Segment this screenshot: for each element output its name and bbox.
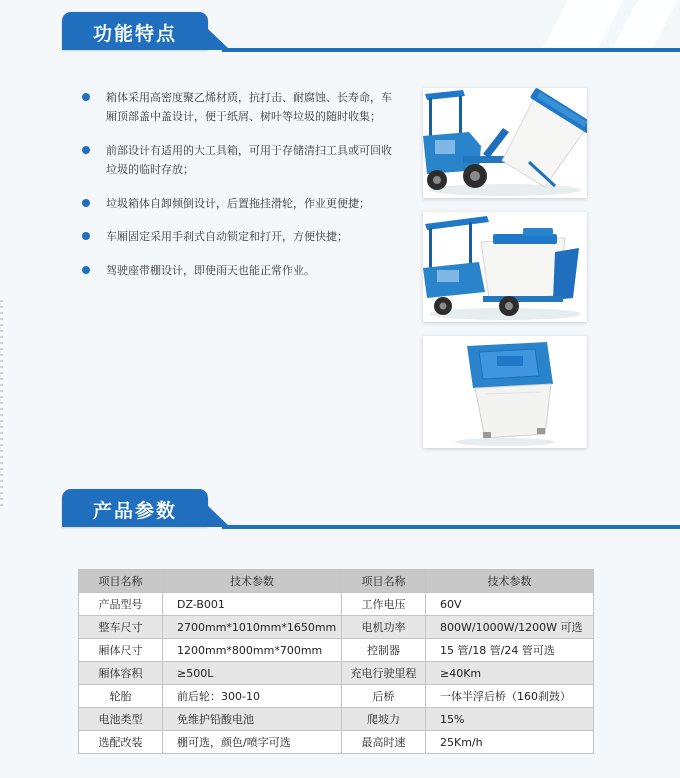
table-row <box>79 639 594 662</box>
param-value: ≥500L <box>163 662 342 685</box>
feature-item <box>82 141 392 179</box>
param-value: 一体半浮后桥（160刹鼓） <box>426 685 594 708</box>
param-name: 厢体容积 <box>79 662 163 685</box>
features-section-title: 功能特点 <box>92 23 177 45</box>
table-row <box>79 731 594 754</box>
param-value: 1200mm*800mm*700mm <box>163 639 342 662</box>
param-value: 15 管/18 管/24 管可选 <box>426 639 594 662</box>
features-list <box>82 88 392 280</box>
feature-item <box>82 194 392 213</box>
table-row <box>79 662 594 685</box>
table-header-row <box>79 570 594 593</box>
product-photo-dumping <box>423 88 587 198</box>
feature-text: 箱体采用高密度聚乙烯材质，抗打击、耐腐蚀、长寿命，车厢顶部盖中盖设计，便于纸屑、树叶等垃圾的随时收集； <box>106 91 392 123</box>
param-name: 选配改装 <box>79 731 163 754</box>
param-name: 最高时速 <box>342 731 426 754</box>
param-name: 厢体尺寸 <box>79 639 163 662</box>
param-name: 电池类型 <box>79 708 163 731</box>
bullet-icon <box>82 266 90 274</box>
tricycle-dump-illustration <box>423 88 587 198</box>
column-header: 项目名称 <box>342 570 426 593</box>
param-name: 电机功率 <box>342 616 426 639</box>
garbage-bin-illustration <box>423 336 587 448</box>
param-value: 前后轮：300-10 <box>163 685 342 708</box>
param-value: 免维护铅酸电池 <box>163 708 342 731</box>
feature-text: 前部设计有适用的大工具箱，可用于存储清扫工具或可回收垃圾的临时存放； <box>106 144 392 176</box>
feature-item <box>82 261 392 280</box>
table-row <box>79 616 594 639</box>
feature-item <box>82 88 392 126</box>
param-name: 控制器 <box>342 639 426 662</box>
product-photo-bin <box>423 336 587 448</box>
param-name: 轮胎 <box>79 685 163 708</box>
table-row <box>79 708 594 731</box>
tricycle-side-illustration <box>423 212 587 322</box>
param-name: 整车尺寸 <box>79 616 163 639</box>
param-name: 工作电压 <box>342 593 426 616</box>
param-name: 后桥 <box>342 685 426 708</box>
bullet-icon <box>82 199 90 207</box>
features-section-header <box>62 12 680 52</box>
column-header: 项目名称 <box>79 570 163 593</box>
params-section-header <box>62 489 680 529</box>
param-value: 60V <box>426 593 594 616</box>
param-value: 棚可选，颜色/喷字可选 <box>163 731 342 754</box>
bullet-icon <box>82 232 90 240</box>
param-value: 2700mm*1010mm*1650mm <box>163 616 342 639</box>
edge-decoration <box>0 300 3 510</box>
params-section-title: 产品参数 <box>92 500 177 522</box>
feature-text: 垃圾箱体自卸倾倒设计，后置拖挂滑轮，作业更便捷； <box>106 197 370 210</box>
column-header: 技术参数 <box>163 570 342 593</box>
bullet-icon <box>82 146 90 154</box>
param-name: 充电行驶里程 <box>342 662 426 685</box>
param-value: 15% <box>426 708 594 731</box>
column-header: 技术参数 <box>426 570 594 593</box>
spec-table <box>78 569 594 754</box>
section-divider <box>222 48 680 52</box>
param-value: ≥40Km <box>426 662 594 685</box>
param-name: 产品型号 <box>79 593 163 616</box>
section-divider <box>222 525 680 529</box>
feature-text: 车厢固定采用手刹式自动锁定和打开，方便快捷； <box>106 230 348 243</box>
bullet-icon <box>82 93 90 101</box>
param-value: 25Km/h <box>426 731 594 754</box>
param-value: 800W/1000W/1200W 可选 <box>426 616 594 639</box>
product-photo-side <box>423 212 587 322</box>
table-row <box>79 593 594 616</box>
feature-item <box>82 227 392 246</box>
param-name: 爬坡力 <box>342 708 426 731</box>
table-row <box>79 685 594 708</box>
feature-text: 驾驶座带棚设计，即使雨天也能正常作业。 <box>106 264 315 277</box>
param-value: DZ-B001 <box>163 593 342 616</box>
